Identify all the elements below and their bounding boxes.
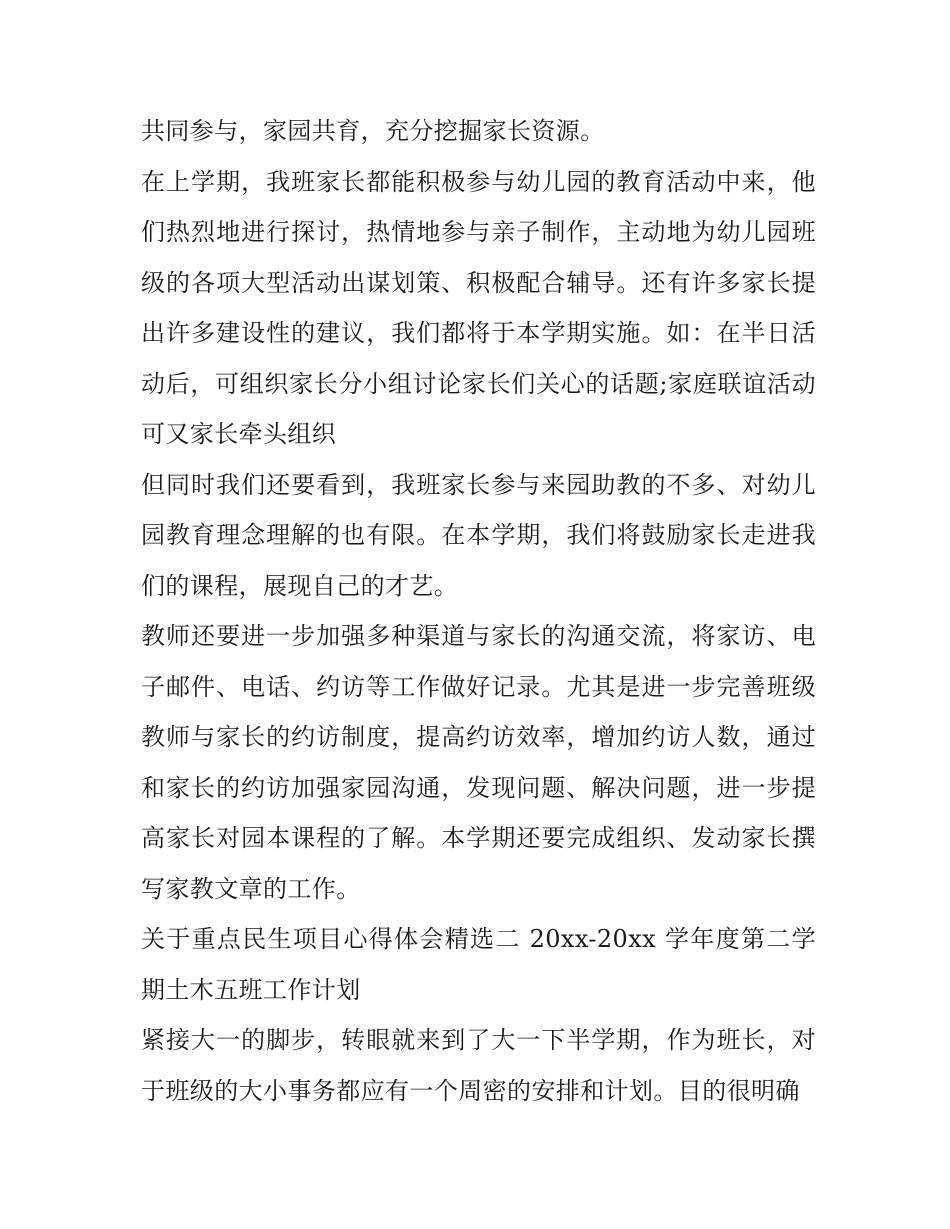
paragraph-5: 紧接大一的脚步，转眼就来到了大一下半学期，作为班长，对于班级的大小事务都应有一个周密的安排和计划。目的很明确 <box>141 1026 816 1105</box>
document-body <box>141 106 816 1116</box>
paragraph-1: 共同参与，家园共育，充分挖掘家长资源。 <box>141 117 605 145</box>
section-heading: 关于重点民生项目心得体会精选二 20xx-20xx 学年度第二学期土木五班工作计划 <box>141 925 816 1004</box>
paragraph-4: 教师还要进一步加强多种渠道与家长的沟通交流，将家访、电子邮件、电话、约访等工作做好记录。尤其是进一步完善班级教师与家长的约访制度，提高约访效率，增加约访人数，通过和家长的约访加强家园沟通，发现问题、解决问题，进一步提高家长对园本课程的了解。本学期还要完成组织、发动家长撰写家教文章的工作。 <box>141 622 816 903</box>
paragraph-2: 在上学期，我班家长都能积极参与幼儿园的教育活动中来，他们热烈地进行探讨，热情地参与亲子制作，主动地为幼儿园班级的各项大型活动出谋划策、积极配合辅导。还有许多家长提出许多建设性的建议，我们都将于本学期实施。如：在半日活动后，可组织家长分小组讨论家长们关心的话题;家庭联谊活动可又家长牵头组织 <box>141 167 816 448</box>
paragraph-3: 但同时我们还要看到，我班家长参与来园助教的不多、对幼儿园教育理念理解的也有限。在本学期，我们将鼓励家长走进我们的课程，展现自己的才艺。 <box>141 470 816 600</box>
